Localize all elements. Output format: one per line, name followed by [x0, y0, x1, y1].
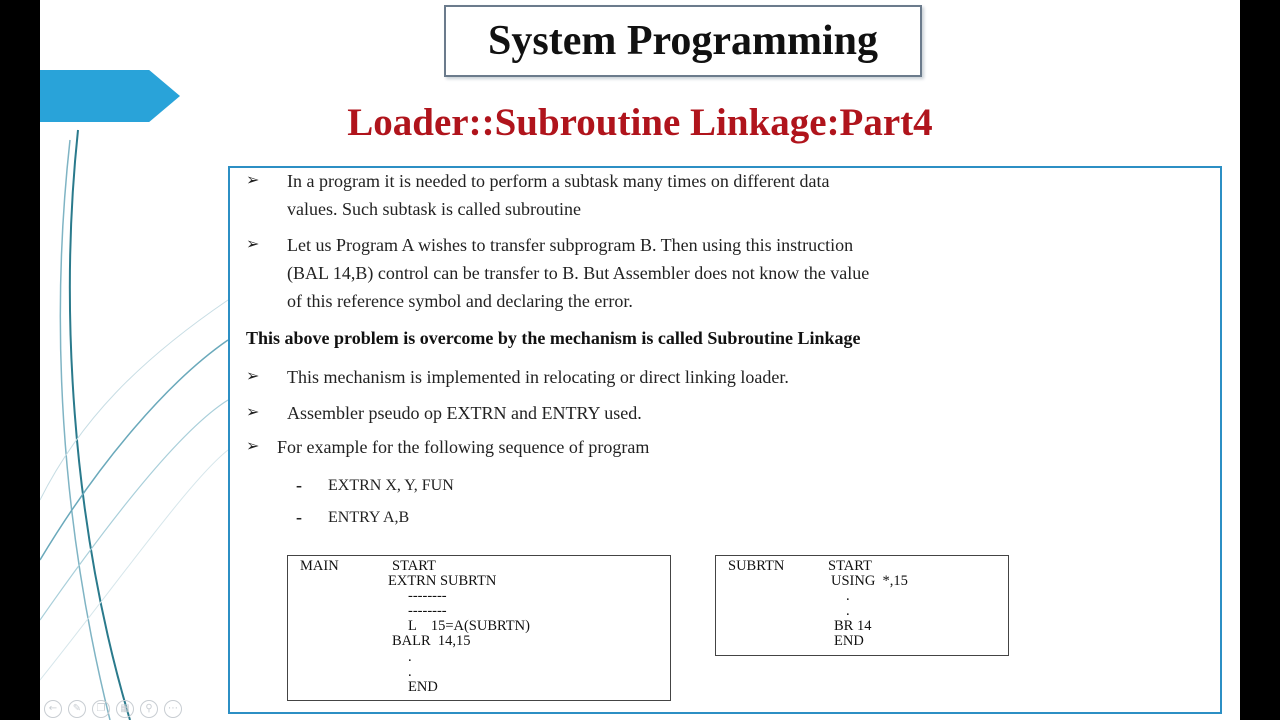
subitem-1 [296, 477, 454, 495]
code-main-line: BALR 14,15 [392, 633, 471, 649]
more-icon[interactable]: ⋯ [164, 700, 182, 718]
bullet-arrow-icon: ➢ [246, 368, 260, 385]
bullet-arrow-icon: ➢ [246, 172, 260, 189]
dash-icon: - [296, 507, 302, 527]
page-title: System Programming [488, 18, 878, 64]
code-sub-line: . [846, 603, 850, 619]
bold-statement: This above problem is overcome by the mechanism is called Subroutine Linkage [246, 328, 861, 348]
bullet-1-line2: values. Such subtask is called subroutine [287, 199, 581, 219]
bullet-2 [246, 231, 1140, 315]
code-box-main [287, 555, 671, 701]
bullet-3 [246, 363, 789, 391]
bullet-arrow-icon: ➢ [246, 438, 260, 455]
code-sub-line: END [834, 633, 864, 649]
code-main-line: START [392, 558, 436, 574]
bullet-arrow-icon: ➢ [246, 236, 260, 253]
bullet-1-line1: In a program it is needed to perform a subtask many times on different data [287, 171, 830, 191]
code-sub-line: . [846, 588, 850, 604]
copy-icon[interactable]: ❐ [92, 700, 110, 718]
code-main-label: MAIN [300, 558, 339, 574]
bullet-4-text: Assembler pseudo op EXTRN and ENTRY used. [287, 403, 642, 423]
bullet-5-text: For example for the following sequence of program [277, 437, 650, 457]
dash-icon: - [296, 475, 302, 495]
code-sub-label: SUBRTN [728, 558, 785, 574]
subitem-1-text: EXTRN X, Y, FUN [328, 477, 454, 494]
slide [40, 0, 1240, 720]
code-main-line: L 15=A(SUBRTN) [408, 618, 530, 634]
code-sub-line: USING *,15 [831, 573, 908, 589]
page-subtitle: Loader::Subroutine Linkage:Part4 [347, 101, 933, 144]
code-sub-line: BR 14 [834, 618, 872, 634]
bullet-2-line1: Let us Program A wishes to transfer subprogram B. Then using this instruction [287, 235, 854, 255]
grid-icon[interactable]: ▦ [116, 700, 134, 718]
bullet-2-line2: (BAL 14,B) control can be transfer to B. But Assembler does not know the value [287, 263, 870, 283]
code-main-line: EXTRN SUBRTN [388, 573, 497, 589]
bullet-arrow-icon: ➢ [246, 404, 260, 421]
subitem-2-text: ENTRY A,B [328, 509, 410, 526]
bullet-3-text: This mechanism is implemented in relocating or direct linking loader. [287, 367, 789, 387]
code-main-line: -------- [408, 588, 447, 604]
code-box-subroutine [715, 555, 1009, 656]
bullet-4 [246, 399, 642, 427]
bullet-1 [246, 167, 1140, 223]
arrow-left-icon[interactable]: ← [44, 700, 62, 718]
code-sub-line: START [828, 558, 872, 574]
code-main-line: -------- [408, 603, 447, 619]
pencil-icon[interactable]: ✎ [68, 700, 86, 718]
code-main-line: . [408, 664, 412, 680]
zoom-icon[interactable]: ⚲ [140, 700, 158, 718]
title-box [444, 5, 922, 77]
bullet-2-line3: of this reference symbol and declaring the error. [287, 291, 633, 311]
content-box [228, 166, 1222, 714]
code-main-line: END [408, 679, 438, 695]
code-main-line: . [408, 649, 412, 665]
bullet-5 [246, 433, 649, 461]
subitem-2 [296, 509, 409, 527]
